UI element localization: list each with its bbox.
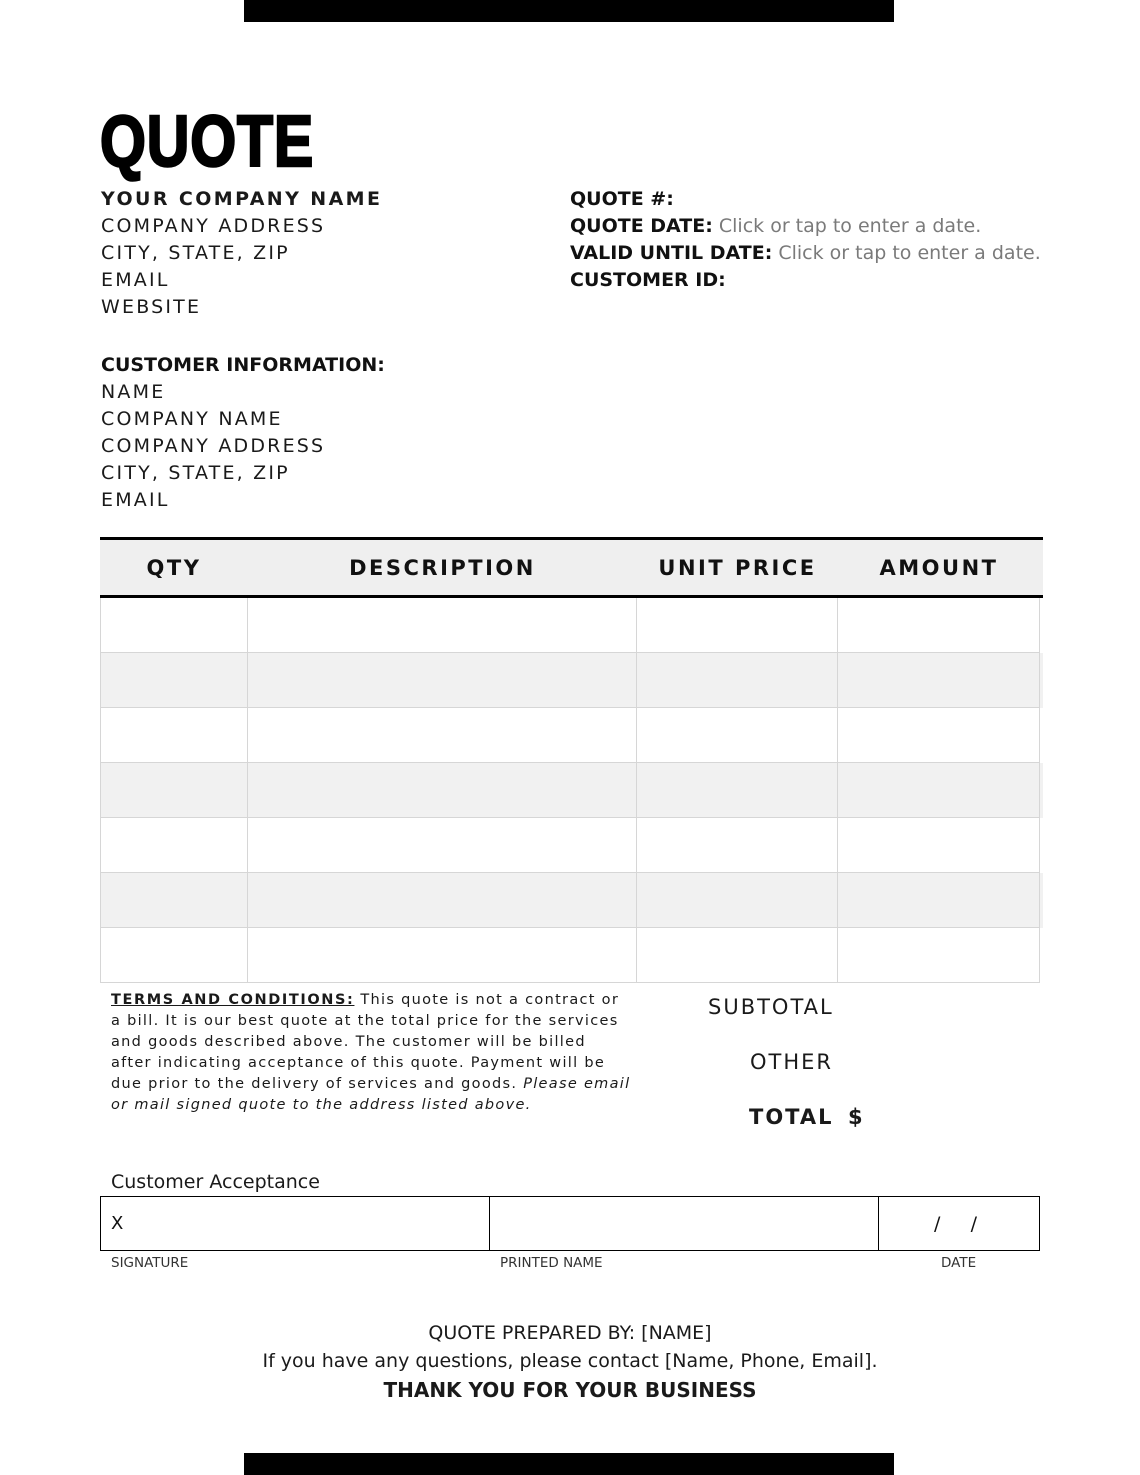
- amount-cell[interactable]: [838, 928, 1040, 983]
- company-address: COMPANY ADDRESS: [101, 215, 326, 237]
- description-cell[interactable]: [248, 598, 637, 653]
- qty-cell[interactable]: [100, 928, 248, 983]
- company-block: [101, 186, 382, 321]
- customer-email: EMAIL: [101, 489, 170, 511]
- amount-cell[interactable]: [838, 873, 1040, 928]
- header-unit-price: UNIT PRICE: [658, 555, 817, 580]
- customer-city-state-zip: CITY, STATE, ZIP: [101, 462, 290, 484]
- quote-info-block: [570, 186, 1041, 294]
- bottom-decorative-bar: [244, 1453, 894, 1475]
- printed-name-caption: PRINTED NAME: [500, 1255, 603, 1271]
- valid-until-label: VALID UNTIL DATE:: [570, 242, 773, 264]
- qty-cell[interactable]: [100, 598, 248, 653]
- header-amount: AMOUNT: [879, 555, 999, 580]
- company-email: EMAIL: [101, 269, 170, 291]
- description-cell[interactable]: [248, 928, 637, 983]
- unit-price-cell[interactable]: [637, 708, 838, 763]
- prepared-by: QUOTE PREPARED BY: [NAME]: [428, 1322, 712, 1344]
- date-field[interactable]: [879, 1197, 1039, 1250]
- unit-price-cell[interactable]: [637, 653, 838, 708]
- terms-and-conditions: [111, 990, 631, 1116]
- total-label: TOTAL: [749, 1105, 834, 1129]
- table-row: [100, 763, 1043, 818]
- date-slashes: / /: [934, 1213, 978, 1235]
- qty-cell[interactable]: [100, 873, 248, 928]
- top-decorative-bar: [244, 0, 894, 22]
- unit-price-cell[interactable]: [637, 763, 838, 818]
- qty-cell[interactable]: [100, 763, 248, 818]
- thank-you: THANK YOU FOR YOUR BUSINESS: [383, 1378, 757, 1402]
- acceptance-box: [100, 1196, 1040, 1251]
- other-label: OTHER: [750, 1050, 834, 1074]
- qty-cell[interactable]: [100, 708, 248, 763]
- quote-date-field[interactable]: Click or tap to enter a date.: [718, 215, 982, 237]
- table-row: [100, 653, 1043, 708]
- customer-address: COMPANY ADDRESS: [101, 435, 326, 457]
- company-website: WEBSITE: [101, 296, 202, 318]
- table-row: [100, 928, 1043, 983]
- valid-until-field[interactable]: Click or tap to enter a date.: [778, 242, 1041, 264]
- signature-field[interactable]: [101, 1197, 490, 1250]
- description-cell[interactable]: [248, 818, 637, 873]
- unit-price-cell[interactable]: [637, 928, 838, 983]
- customer-id-label: CUSTOMER ID:: [570, 269, 726, 291]
- customer-name: NAME: [101, 381, 166, 403]
- quote-number-row: [570, 186, 1041, 213]
- description-cell[interactable]: [248, 653, 637, 708]
- header-description: DESCRIPTION: [349, 555, 536, 580]
- table-row: [100, 818, 1043, 873]
- amount-cell[interactable]: [838, 818, 1040, 873]
- company-city-state-zip: CITY, STATE, ZIP: [101, 242, 290, 264]
- table-row: [100, 598, 1043, 653]
- description-cell[interactable]: [248, 763, 637, 818]
- document-title: QUOTE: [100, 102, 315, 182]
- quote-number-label: QUOTE #:: [570, 188, 674, 210]
- description-cell[interactable]: [248, 708, 637, 763]
- terms-label: TERMS AND CONDITIONS:: [111, 992, 355, 1008]
- signature-caption: SIGNATURE: [111, 1255, 189, 1271]
- amount-cell[interactable]: [838, 598, 1040, 653]
- qty-cell[interactable]: [100, 653, 248, 708]
- subtotal-label: SUBTOTAL: [708, 995, 834, 1019]
- quote-date-row: [570, 213, 1041, 240]
- amount-cell[interactable]: [838, 708, 1040, 763]
- unit-price-cell[interactable]: [637, 598, 838, 653]
- company-name: YOUR COMPANY NAME: [101, 188, 383, 210]
- terms-italic-note: Please email or mail signed quote to the address listed above.: [111, 1076, 631, 1113]
- items-table-header: [100, 537, 1043, 598]
- qty-cell[interactable]: [100, 818, 248, 873]
- items-table-body: [100, 598, 1043, 983]
- valid-until-row: [570, 240, 1041, 267]
- amount-cell[interactable]: [838, 653, 1040, 708]
- unit-price-cell[interactable]: [637, 818, 838, 873]
- amount-cell[interactable]: [838, 763, 1040, 818]
- unit-price-cell[interactable]: [637, 873, 838, 928]
- table-row: [100, 873, 1043, 928]
- customer-block: [101, 352, 385, 514]
- terms-text: This quote is not a contract or a bill. It is our best quote at the total price for the services and goods described above. The customer will be billed after indicating acceptance of this quote. Payment will be due prior to the delivery of services and goods.: [111, 992, 620, 1092]
- customer-company-name: COMPANY NAME: [101, 408, 283, 430]
- printed-name-field[interactable]: [490, 1197, 879, 1250]
- customer-heading: CUSTOMER INFORMATION:: [101, 354, 385, 376]
- signature-mark: X: [111, 1213, 124, 1234]
- quote-date-label: QUOTE DATE:: [570, 215, 713, 237]
- contact-line: If you have any questions, please contact [Name, Phone, Email].: [262, 1350, 878, 1372]
- customer-id-row: [570, 267, 1041, 294]
- items-table: [100, 537, 1043, 983]
- total-currency: $: [848, 1105, 865, 1129]
- date-caption: DATE: [941, 1255, 977, 1271]
- description-cell[interactable]: [248, 873, 637, 928]
- table-row: [100, 708, 1043, 763]
- customer-acceptance-title: Customer Acceptance: [111, 1171, 320, 1193]
- header-qty: QTY: [146, 555, 202, 580]
